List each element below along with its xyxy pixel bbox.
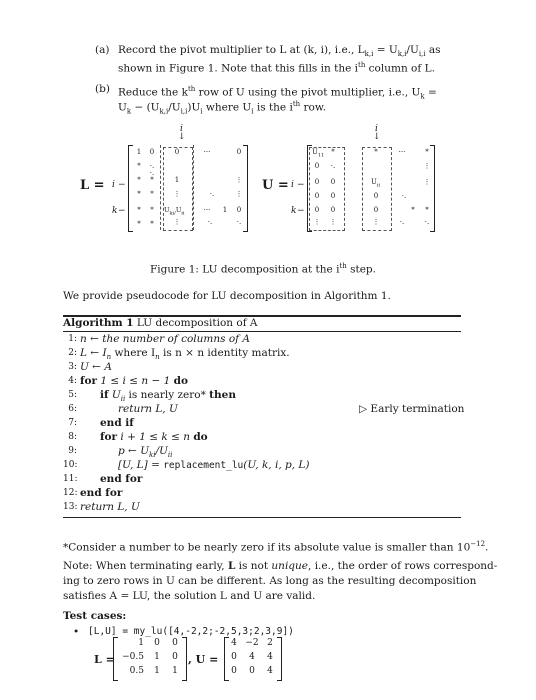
- algorithm-intro: We provide pseudocode for LU decomposition in Algorithm 1.: [63, 290, 391, 302]
- U-cell: ·.: [401, 192, 407, 200]
- U-cell: ⋮: [313, 218, 321, 226]
- U-cell: 0: [330, 178, 336, 186]
- L-cell: 1: [136, 148, 142, 156]
- U-entry: 0: [231, 666, 237, 676]
- algorithm-comment: ▷ Early termination: [359, 403, 465, 415]
- algorithm-line: end for: [100, 473, 143, 485]
- line-number: 11:: [63, 474, 78, 484]
- step-b-label: (b): [95, 83, 110, 95]
- test-U-right-bracket: [277, 637, 282, 681]
- L-row-i-dash: −: [118, 180, 126, 190]
- L-entry: −0.5: [122, 652, 144, 662]
- L-cell: ⋮: [173, 190, 181, 198]
- test-L-label: L =: [94, 653, 115, 666]
- U-entry: −2: [245, 638, 259, 648]
- algorithm-line: p ← $U_{ki}/U_{ii}$: [118, 445, 173, 460]
- L-cell: ·.: [209, 190, 215, 198]
- test-U-label: , U =: [188, 653, 219, 666]
- U-row-i-dash: −: [297, 180, 305, 190]
- line-number: 1:: [68, 334, 77, 344]
- U-row-i-marker: i: [291, 180, 294, 190]
- line-number: 3:: [68, 362, 77, 372]
- L-cell: ⋮: [235, 176, 243, 184]
- U-cell: ⋮: [423, 162, 431, 170]
- U-entry: 0: [249, 666, 255, 676]
- algorithm-line: for i + 1 ≤ k ≤ n do: [100, 431, 208, 443]
- bullet: •: [73, 626, 80, 638]
- step-b-line1: Reduce the $k^{th}$ row of U using the pivot multiplier, i.e., $U_k$ =: [118, 85, 437, 101]
- algorithm-line: if $U_{ii}$ is nearly zero* then: [100, 389, 236, 404]
- step-a-line1: Record the pivot multiplier to L at (k, i), i.e., $L_{k,i} = U_{k,i}/U_{i,i}$ as: [118, 44, 441, 59]
- L-col-divider-1: [160, 145, 161, 230]
- L-entry: 0: [154, 638, 160, 648]
- algorithm-title-rule: [63, 331, 461, 332]
- L-row-k-dash: −: [118, 206, 126, 216]
- U-cell: 0: [330, 192, 336, 200]
- algorithm-bottom-rule: [63, 517, 461, 518]
- U-cell: 0: [314, 178, 320, 186]
- L-cell: ···: [203, 148, 211, 156]
- L-cell: ·.: [149, 169, 155, 177]
- algorithm-line: U ← A: [80, 361, 112, 373]
- L-row-k-marker: k: [112, 206, 118, 216]
- algorithm-line: return L, U: [80, 501, 140, 513]
- U-cell: *: [374, 148, 378, 156]
- test-cases-heading: Test cases:: [63, 610, 127, 622]
- note-line-2: ing to zero rows in U can be different. As long as the resulting decomposition: [63, 575, 477, 587]
- test-L-right-bracket: [182, 637, 187, 681]
- L-left-bracket: [128, 145, 133, 232]
- U-entry: 4: [249, 652, 255, 662]
- U-cell: ·.: [399, 218, 405, 226]
- L-entry: 1: [172, 666, 178, 676]
- U-cell-11: $U_{11}$: [312, 148, 325, 159]
- U-i-arrow: ↓: [373, 132, 381, 142]
- L-cell: 0: [149, 148, 155, 156]
- L-cell: *: [150, 220, 154, 228]
- U-row-k-marker: k: [291, 206, 297, 216]
- L-entry: 0.5: [129, 666, 144, 676]
- line-number: 10:: [63, 460, 78, 470]
- L-cell: 0: [236, 148, 242, 156]
- U-cell: *: [425, 206, 429, 214]
- U-cell: *: [425, 148, 429, 156]
- L-cell: *: [150, 176, 154, 184]
- algorithm-line: for 1 ≤ i ≤ n − 1 do: [80, 375, 188, 387]
- L-matrix-label: L =: [80, 178, 105, 193]
- U-matrix-label: U =: [262, 178, 289, 193]
- step-a-label: (a): [95, 44, 110, 56]
- algorithm-line: end for: [80, 487, 123, 499]
- U-cell: ·.: [330, 162, 336, 170]
- U-entry: 4: [267, 652, 273, 662]
- figure-caption: Figure 1: LU decomposition at the $i^{th}$ step.: [150, 262, 376, 276]
- L-cell: 1: [222, 206, 228, 214]
- algorithm-line: L ← $I_n$ where $I_n$ is n × n identity matrix.: [80, 347, 290, 362]
- line-number: 4:: [68, 376, 77, 386]
- algorithm-line: end if: [100, 417, 134, 429]
- U-cell: 0: [314, 162, 320, 170]
- L-i-marker: i: [180, 124, 183, 134]
- U-cell: ⋮: [372, 218, 380, 226]
- U-cell: *: [411, 206, 415, 214]
- U-cell-ii: $U_{ii}$: [371, 178, 381, 189]
- L-cell: 1: [174, 176, 180, 184]
- U-cell: ·.: [424, 218, 430, 226]
- L-cell: *: [150, 206, 154, 214]
- line-number: 8:: [68, 432, 77, 442]
- algorithm-line: [U, L] = replacement_lu(U, k, i, p, L): [118, 459, 310, 471]
- L-cell: *: [137, 162, 141, 170]
- L-cell: *: [137, 176, 141, 184]
- note-line-3: satisfies A = LU, the solution L and U are valid.: [63, 590, 316, 602]
- footnote: *Consider a number to be nearly zero if its absolute value is smaller than $10^{-12}$.: [63, 540, 489, 554]
- L-cell: *: [137, 190, 141, 198]
- U-entry: 2: [267, 638, 273, 648]
- L-cell: 0: [174, 148, 180, 156]
- L-cell: ⋮: [173, 218, 181, 226]
- U-entry: 4: [267, 666, 273, 676]
- L-cell: ·.: [207, 218, 213, 226]
- U-entry: 0: [231, 652, 237, 662]
- L-entry: 0: [172, 638, 178, 648]
- L-entry: 1: [154, 652, 160, 662]
- step-b-line2: $U_k - (U_{k,i}/U_{i,i})U_i$ where $U_i$ is the $i^{th}$ row.: [118, 100, 326, 116]
- algorithm-title: Algorithm 1 LU decomposition of A: [63, 317, 258, 329]
- L-cell: *: [137, 206, 141, 214]
- L-cell: 0: [236, 206, 242, 214]
- L-cell-pivot: $U_{ki/}U_{ii}$: [164, 206, 185, 217]
- L-cell: ···: [203, 206, 211, 214]
- L-cell: ·.: [149, 162, 155, 170]
- step-a-line2: shown in Figure 1. Note that this fills in the $i^{th}$ column of L.: [118, 61, 435, 75]
- L-i-arrow: ↓: [178, 132, 186, 142]
- L-row-i-marker: i: [112, 180, 115, 190]
- L-cell: *: [150, 190, 154, 198]
- L-cell: ⋮: [235, 190, 243, 198]
- U-cell: 0: [314, 206, 320, 214]
- L-col-divider-2: [193, 145, 194, 230]
- test-call: [L,U] = my_lu([4,-2,2;-2,5,3;2,3,9]): [88, 626, 294, 637]
- line-number: 5:: [68, 390, 77, 400]
- L-entry: 0: [172, 652, 178, 662]
- U-cell: 0: [373, 206, 379, 214]
- line-number: 2:: [68, 348, 77, 358]
- L-entry: 1: [154, 666, 160, 676]
- U-cell: 0: [330, 206, 336, 214]
- L-cell: ·.: [236, 218, 242, 226]
- U-i-marker: i: [375, 124, 378, 134]
- algorithm-line: return L, U: [118, 403, 178, 415]
- line-number: 6:: [68, 404, 77, 414]
- note-line-1: Note: When terminating early, L is not unique, i.e., the order of rows correspond-: [63, 560, 498, 572]
- U-cell: ···: [398, 148, 406, 156]
- line-number: 9:: [68, 446, 77, 456]
- line-number: 12:: [63, 488, 78, 498]
- L-entry: 1: [138, 638, 144, 648]
- U-entry: 4: [231, 638, 237, 648]
- U-cell: ⋮: [329, 218, 337, 226]
- U-row-k-dash: −: [297, 206, 305, 216]
- line-number: 7:: [68, 418, 77, 428]
- U-cell: 0: [314, 192, 320, 200]
- L-cell: *: [137, 220, 141, 228]
- U-cell: *: [331, 148, 335, 156]
- algorithm-line: n ← the number of columns of A: [80, 333, 250, 345]
- U-cell: 0: [373, 192, 379, 200]
- line-number: 13:: [63, 502, 78, 512]
- U-cell: ⋮: [423, 178, 431, 186]
